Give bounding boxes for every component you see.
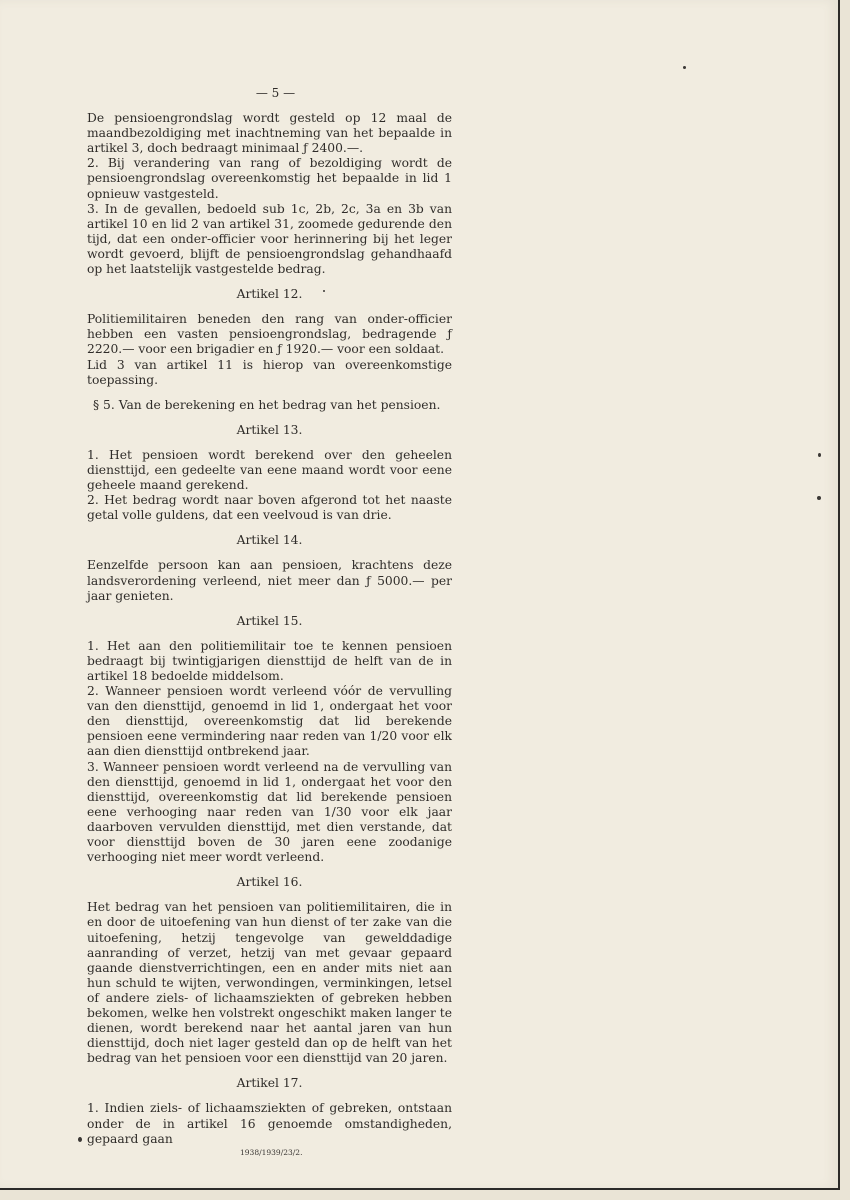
paragraph-art15-lid1: 1. Het aan den politiemilitair toe te kennen pensioen bedraagt bij twintigjarigen diensttijd de helft van de in artikel 18 bedoelde middelsom.: [87, 638, 452, 683]
heading-artikel-17: Artikel 17.: [236, 1076, 303, 1091]
speck-mark: [818, 453, 821, 457]
paragraph-art12: Politiemilitairen beneden den rang van onder-officier hebben een vasten pensioengrondslag, bedragende ƒ 2220.— voor een brigadier en ƒ 1920.— voor een soldaat.: [87, 312, 452, 357]
paragraph-art15-lid2: 2. Wanneer pensioen wordt verleend vóór de vervulling van den diensttijd, genoemd in lid 1, ondergaat het voor den diensttijd, overeenkomstig dat lid berekende pensioen eene vermindering naar reden van 1/20 voor elk aan dien diensttijd ontbrekend jaar.: [87, 684, 452, 759]
heading-artikel-16: Artikel 16.: [236, 875, 303, 890]
heading-artikel-14: Artikel 14.: [236, 533, 303, 548]
footer-reference: 1938/1939/23/2.: [240, 1148, 303, 1157]
paragraph-art16: Het bedrag van het pensioen van politiemilitairen, die in en door de uitoefening van hun dienst of ter zake van die uitoefening, hetzij tengevolge van gewelddadige aanranding of verzet, hetzij van met gevaar gepaard gaande dienstverrichtingen, een en ander mits niet aan hun schuld te wijten, verwondingen, verminkingen, letsel of andere ziels- of lichaamsziekten of gebreken hebben bekomen, welke hen volstrekt ongeschikt maken langer te dienen, wordt berekend naar het aantal jaren van hun diensttijd, doch niet lager gesteld dan op de helft van het bedrag van het pensioen voor een diensttijd van 20 jaren.: [87, 900, 452, 1066]
paragraph-art13-lid1: 1. Het pensioen wordt berekend over den geheelen diensttijd, een gedeelte van eene maand wordt voor eene geheele maand gerekend.: [87, 447, 452, 493]
section-heading-5: § 5. Van de berekening en het bedrag van het pensioen.: [93, 397, 441, 412]
speck-mark: [78, 1137, 82, 1142]
paragraph-art14: Eenzelfde persoon kan aan pensioen, krachtens deze landsverordening verleend, niet meer dan ƒ 5000.— per jaar genieten.: [87, 558, 452, 603]
paragraph-art17-lid1: 1. Indien ziels- of lichaamsziekten of gebreken, ontstaan onder de in artikel 16 genoemde omstandigheden, gepaard gaan: [87, 1101, 452, 1146]
paragraph-art15-lid3: 3. Wanneer pensioen wordt verleend na de vervulling van den diensttijd, genoemd in lid 1, ondergaat het voor den diensttijd, overeenkomstig dat lid berekende pensioen eene verhooging naar reden van 1/30 voor elk jaar daarboven vervulden diensttijd, met dien verstande, dat voor diensttijd boven de 30 jaren eene zoodanige verhooging niet meer wordt verleend.: [87, 759, 452, 865]
paragraph-pensioengrondslag: De pensioengrondslag wordt gesteld op 12 maal de maandbezoldiging met inachtneming van het bepaalde in artikel 3, doch bedraagt minimaal ƒ 2400.—.: [87, 111, 452, 156]
speck-mark: [683, 66, 686, 69]
document-body: [87, 86, 452, 1147]
paragraph-art11-lid3: 3. In de gevallen, bedoeld sub 1c, 2b, 2c, 3a en 3b van artikel 10 en lid 2 van artikel 31, zoomede gedurende den tijd, dat een onder-officier voor herinnering bij het leger wordt gevoerd, blijft de pensioengrondslag gehandhaafd op het laatstelijk vastgestelde bedrag.: [87, 201, 452, 277]
speck-mark: [323, 290, 325, 292]
speck-mark: [817, 496, 821, 500]
page-number: — 5 —: [255, 86, 296, 100]
paragraph-art13-lid2: 2. Het bedrag wordt naar boven afgerond tot het naaste getal volle guldens, dat een veelvoud is van drie.: [87, 493, 452, 523]
heading-artikel-12: Artikel 12.: [236, 287, 303, 302]
paragraph-art11-lid2: 2. Bij verandering van rang of bezoldiging wordt de pensioengrondslag overeenkomstig het bepaalde in lid 1 opnieuw vastgesteld.: [87, 156, 452, 201]
paragraph-art12-lid3: Lid 3 van artikel 11 is hierop van overeenkomstige toepassing.: [87, 357, 452, 387]
heading-artikel-15: Artikel 15.: [236, 613, 303, 628]
heading-artikel-13: Artikel 13.: [236, 422, 303, 437]
